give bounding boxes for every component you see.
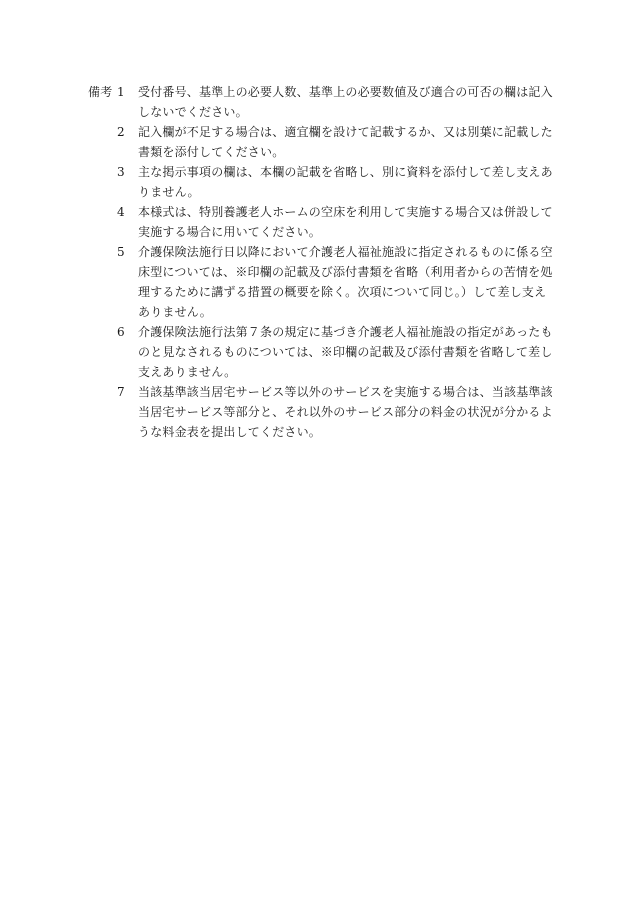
notes-section [88, 82, 558, 442]
note-text: 当該基準該当居宅サービス等以外のサービスを実施する場合は、当該基準該当居宅サービス等部分と、それ以外のサービス部分の料金の状況が分かるような料金表を提出してください。 [138, 385, 553, 439]
note-number: 6 [117, 325, 125, 339]
note-text: 主な掲示事項の欄は、本欄の記載を省略し、別に資料を添付して差し支えありません。 [138, 165, 553, 199]
note-item [88, 162, 558, 202]
note-item [88, 82, 558, 122]
note-item [88, 242, 558, 322]
note-text: 受付番号、基準上の必要人数、基準上の必要数値及び適合の可否の欄は記入しないでください。 [138, 85, 553, 119]
note-number: 1 [117, 85, 125, 99]
notes-heading: 備考 [88, 85, 113, 99]
note-item [88, 322, 558, 382]
note-number: 5 [117, 245, 125, 259]
note-item [88, 202, 558, 242]
note-text: 介護保険法施行日以降において介護老人福祉施設に指定されるものに係る空床型については、※印欄の記載及び添付書類を省略（利用者からの苦情を処理するために講ずる措置の概要を除く。次項について同じ。）して差し支えありません。 [138, 245, 553, 319]
note-text: 介護保険法施行法第７条の規定に基づき介護老人福祉施設の指定があったものと見なされるものについては、※印欄の記載及び添付書類を省略して差し支えありません。 [138, 325, 553, 379]
note-number: 2 [117, 125, 125, 139]
note-text: 記入欄が不足する場合は、適宜欄を設けて記載するか、又は別葉に記載した書類を添付してください。 [138, 125, 553, 159]
note-number: 7 [117, 385, 125, 399]
note-number: 3 [117, 165, 125, 179]
note-item [88, 382, 558, 442]
note-item [88, 122, 558, 162]
note-text: 本様式は、特別養護老人ホームの空床を利用して実施する場合又は併設して実施する場合に用いてください。 [138, 205, 553, 239]
note-number: 4 [117, 205, 125, 219]
